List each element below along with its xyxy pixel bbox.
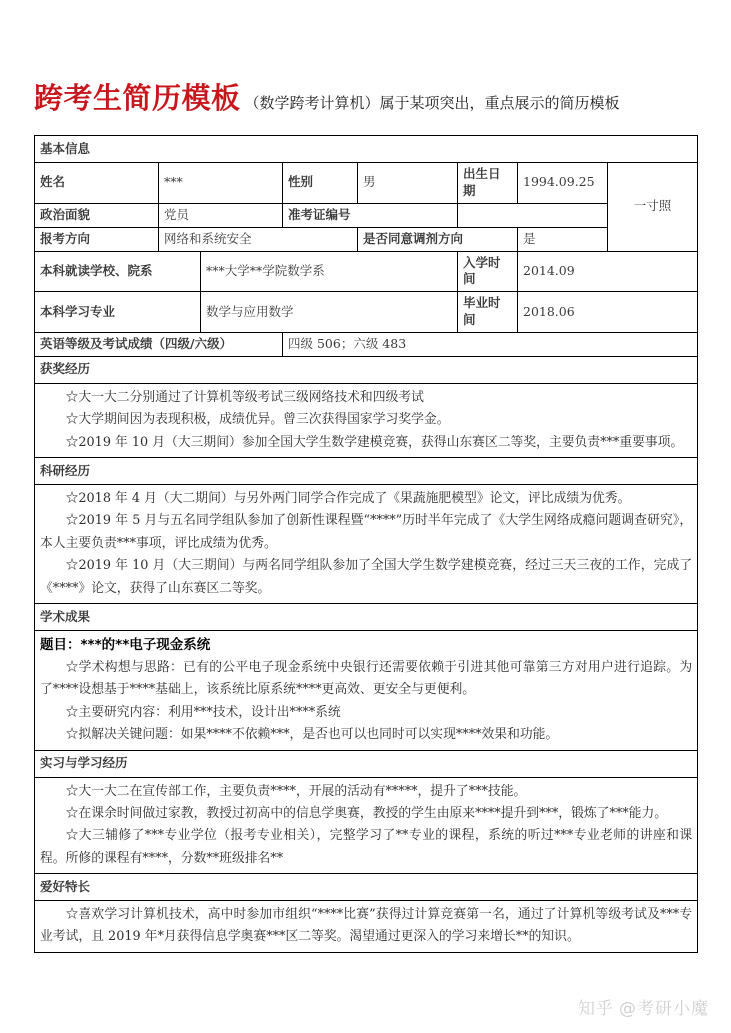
table-row <box>35 901 698 953</box>
label-gender: 性别 <box>283 163 358 204</box>
section-header-academic: 学术成果 <box>35 604 698 631</box>
value-undergrad-major[interactable]: 数学与应用数学 <box>201 292 458 333</box>
section-header-internship: 实习与学习经历 <box>35 750 698 777</box>
watermark <box>578 994 709 1019</box>
section-header-basic-info: 基本信息 <box>35 136 698 163</box>
list-item: ☆学术构想与思路：已有的公平电子现金系统中央银行还需要依赖于引进其他可靠第三方对用户进行追踪。为了****设想基于****基础上，该系统比原系统****更高效、更安全与更便利。 <box>40 659 693 698</box>
value-graduation-time[interactable]: 2018.06 <box>518 292 698 333</box>
label-apply-direction: 报考方向 <box>35 227 159 251</box>
label-undergrad-major: 本科学习专业 <box>35 292 201 333</box>
label-transfer-consent: 是否同意调剂方向 <box>358 227 518 251</box>
list-item: ☆2019 年 10 月（大三期间）参加全国大学生数学建模竞赛，获得山东赛区二等奖，主要负责***重要事项。 <box>65 434 684 450</box>
table-row <box>35 631 698 751</box>
section-body-internship[interactable] <box>35 777 698 874</box>
list-item: ☆主要研究内容：利用***技术，设计出****系统 <box>65 704 341 720</box>
section-header-research: 科研经历 <box>35 458 698 485</box>
table-row <box>35 163 698 204</box>
table-row <box>35 604 698 631</box>
table-row <box>35 203 698 227</box>
document-title-row <box>34 81 704 128</box>
page-subtitle: （数学跨考计算机）属于某项突出，重点展示的简历模板 <box>244 94 620 112</box>
section-body-awards[interactable] <box>35 383 698 457</box>
label-enrollment-time: 入学时间 <box>458 251 518 292</box>
value-name[interactable]: *** <box>159 163 283 204</box>
list-item: ☆2019 年 5 月与五名同学组队参加了创新性课程暨“****”历时半年完成了《大学生网络成瘾问题调查研究》，本人主要负责***事项，评比成绩为优秀。 <box>40 513 693 551</box>
section-header-awards: 获奖经历 <box>35 356 698 383</box>
table-row <box>35 356 698 383</box>
academic-subject-title: 题目：***的**电子现金系统 <box>40 637 211 653</box>
table-row <box>35 292 698 333</box>
table-row <box>35 136 698 163</box>
label-english-level: 英语等级及考试成绩（四级/六级） <box>35 333 283 357</box>
value-admission-number[interactable] <box>458 203 608 227</box>
list-item: ☆大三辅修了***专业学位（报考专业相关），完整学习了**专业的课程，系统的听过***专业老师的讲座和课程。所修的课程有****，分数**班级排名** <box>40 828 693 866</box>
label-birth-date: 出生日期 <box>458 163 518 204</box>
value-gender[interactable]: 男 <box>358 163 458 204</box>
value-english-level[interactable]: 四级 506；六级 483 <box>283 333 698 357</box>
value-apply-direction[interactable]: 网络和系统安全 <box>159 227 358 251</box>
table-row <box>35 458 698 485</box>
section-body-research[interactable] <box>35 485 698 604</box>
value-birth-date[interactable]: 1994.09.25 <box>518 163 608 204</box>
list-item: ☆大学期间因为表现积极，成绩优异。曾三次获得国家学习奖学金。 <box>65 412 450 428</box>
label-political-status: 政治面貌 <box>35 203 159 227</box>
value-political-status[interactable]: 党员 <box>159 203 283 227</box>
list-item: ☆大一大二分别通过了计算机等级考试三级网络技术和四级考试 <box>65 389 424 405</box>
watermark-brand: 知乎 <box>578 999 614 1019</box>
list-item: ☆拟解决关键问题：如果****不依赖***，是否也可以也同时可以实现****效果和功能。 <box>65 727 559 743</box>
watermark-handle: @考研小魔 <box>619 999 709 1019</box>
value-undergrad-school[interactable]: ***大学**学院数学系 <box>201 251 458 292</box>
section-body-hobbies[interactable] <box>35 901 698 953</box>
table-row <box>35 777 698 874</box>
label-admission-number: 准考证编号 <box>283 203 458 227</box>
list-item: ☆喜欢学习计算机技术，高中时参加市组织“****比赛”获得过计算竞赛第一名，通过了计算机等级考试及***专业考试，且 2019 年*月获得信息学奥赛***区二等奖。渴望通过更深入的学习来增长**的知识。 <box>40 907 693 945</box>
list-item: ☆2018 年 4 月（大二期间）与另外两门同学合作完成了《果蔬施肥模型》论文，评比成绩为优秀。 <box>65 491 631 507</box>
page-title: 跨考生简历模板 <box>34 81 241 115</box>
label-undergrad-school: 本科就读学校、院系 <box>35 251 201 292</box>
table-row <box>35 227 698 251</box>
list-item: ☆2019 年 10 月（大三期间）与两名同学组队参加了全国大学生数学建模竞赛，经过三天三夜的工作，完成了《****》论文，获得了山东赛区二等奖。 <box>40 558 693 596</box>
resume-table <box>34 135 698 953</box>
value-transfer-consent[interactable]: 是 <box>518 227 608 251</box>
table-row <box>35 750 698 777</box>
table-row <box>35 251 698 292</box>
table-row <box>35 333 698 357</box>
list-item: ☆在课余时间做过家教，教授过初高中的信息学奥赛，教授的学生由原来****提升到***，锻炼了***能力。 <box>65 805 668 821</box>
label-name: 姓名 <box>35 163 159 204</box>
value-enrollment-time[interactable]: 2014.09 <box>518 251 698 292</box>
section-header-hobbies: 爱好特长 <box>35 874 698 901</box>
table-row <box>35 485 698 604</box>
list-item: ☆大一大二在宣传部工作，主要负责****，开展的活动有*****，提升了***技能。 <box>65 783 527 799</box>
section-body-academic[interactable] <box>35 631 698 751</box>
table-row <box>35 383 698 457</box>
table-row <box>35 874 698 901</box>
label-graduation-time: 毕业时间 <box>458 292 518 333</box>
photo-placeholder[interactable]: 一寸照 <box>608 163 698 252</box>
